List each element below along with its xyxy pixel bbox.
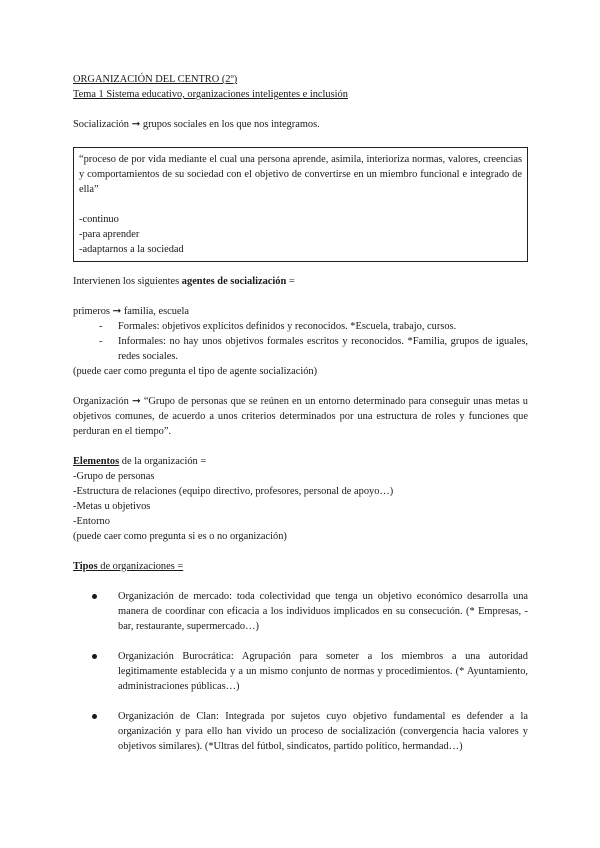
socializacion-quote: “proceso de por vida mediante el cual una persona aprende, asimila, interioriza normas, valores, creencias y comportamientos de su sociedad con el objetivo de convertirse en un miembro funcional e integrado de ella”	[79, 154, 522, 195]
dash-marker: -	[99, 321, 103, 332]
definition-box	[73, 147, 528, 262]
list-item: Organización de Clan: Integrada por sujetos cuyo objetivo fundamental es defender a la organización y para ello han vivido un proceso de socialización (convergencia hacia valores y objetivos similares). (*Ultras del fútbol, sindicatos, partido político, hermandad…)	[92, 709, 528, 754]
feature-item: -para aprender	[79, 229, 140, 240]
elemento-item: -Estructura de relaciones (equipo directivo, profesores, personal de apoyo…)	[73, 486, 394, 497]
feature-item: -continuo	[79, 214, 119, 225]
agentes-bold: agentes de socialización	[181, 276, 287, 287]
elemento-item: -Metas u objetivos	[73, 501, 151, 512]
bullet-icon	[92, 654, 97, 659]
agentes-note: (puede caer como pregunta el tipo de agente socialización)	[73, 366, 318, 377]
bullet-icon	[92, 594, 97, 599]
agentes-list	[73, 319, 528, 364]
socializacion-line: Socialización ➞ grupos sociales en los que nos integramos.	[73, 119, 320, 130]
feature-item: -adaptarnos a la sociedad	[79, 244, 184, 255]
list-item: - Formales: objetivos explícitos definidos y reconocidos. *Escuela, trabajo, cursos.	[99, 321, 457, 332]
dash-marker: -	[99, 336, 103, 347]
tipos-heading: Tipos de organizaciones =	[73, 561, 184, 572]
organizacion-definition: Organización ➞ “Grupo de personas que se reúnen en un entorno determinado para conseguir unas metas u objetivos comunes, de acuerdo a unos criterios determinados por una estructura de roles y funciones que perduran en el tiempo”.	[73, 396, 528, 437]
elementos-note: (puede caer como pregunta si es o no organización)	[73, 531, 287, 542]
elemento-item: -Entorno	[73, 516, 110, 527]
document-page	[73, 72, 528, 769]
primeros-line: primeros ➞ familia, escuela	[73, 306, 190, 317]
list-item: Organización Burocrática: Agrupación para someter a los miembros a una autoridad legitimamente establecida y a un mismo conjunto de normas y procedimientos. (* Ayuntamiento, administraciones públicas…)	[92, 649, 528, 694]
bullet-icon	[92, 714, 97, 719]
tipos-list	[73, 589, 528, 754]
document-title: ORGANIZACIÓN DEL CENTRO (2º)	[73, 74, 238, 85]
agentes-intro: Intervienen los siguientes agentes de socialización =	[73, 276, 295, 287]
document-subtitle: Tema 1 Sistema educativo, organizaciones inteligentes e inclusión	[73, 89, 348, 100]
list-item: Organización de mercado: toda colectividad que tenga un objetivo económico desarrolla una manera de coordinar con eficacia a los individuos implicados en su consecución. (* Empresas, - bar, restaurante, supermercado…)	[92, 589, 528, 634]
list-item: - Informales: no hay unos objetivos formales escritos y reconocidos. *Familia, grupos de iguales, redes sociales.	[99, 336, 528, 362]
elementos-heading: Elementos de la organización =	[73, 456, 207, 467]
elemento-item: -Grupo de personas	[73, 471, 155, 482]
